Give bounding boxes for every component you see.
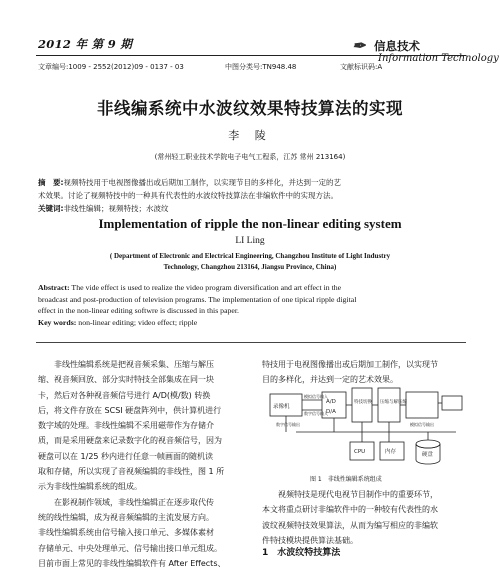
body-line: 硬盘可以在 1/25 秒内进行任意一帧画面的随机读	[38, 451, 214, 461]
codec-block	[378, 388, 400, 422]
body-right-column-top	[262, 357, 472, 388]
body-line: 本文将重点研讨非编软件中的一种较有代表性的水	[262, 505, 438, 515]
keywords-cn-label: 关键词:	[38, 204, 64, 213]
cpu-label: CPU	[354, 449, 366, 455]
fx-label: 特技切换	[354, 400, 372, 405]
brand-en: Information Technology	[378, 53, 499, 64]
memory-label: 内存	[385, 449, 397, 455]
paper-title-cn: 非线编系统中水波纹效果特技算法的实现	[97, 99, 403, 118]
body-line: 存储单元、中央处理单元、信号输出接口单元组成。	[38, 543, 222, 553]
affiliation-en-line1: ( Department of Electronic and Electrical Engineering, Changzhou Institute of Light Industry	[109, 252, 391, 260]
header-rule	[36, 55, 466, 56]
disk-label: 硬盘	[422, 452, 434, 458]
da-label: D/A	[326, 409, 336, 415]
disk-top	[416, 440, 440, 448]
speaker-block	[442, 396, 462, 410]
journal-issue: 2012 年 第 9 期	[38, 37, 133, 51]
abstract-cn	[38, 176, 468, 215]
body-line: 件特技模块提供算法基础。	[262, 535, 358, 545]
keywords-cn: 非线性编辑；视频特技；水波纹	[63, 204, 169, 213]
keywords-en: non-linear editing; video effect; ripple	[76, 317, 198, 327]
abstract-en-line2: broadcast and post-production of television programs. The implementation of one tipical ripple digital	[38, 294, 357, 304]
abstract-en	[38, 282, 464, 328]
journal-logo-icon: ✒	[352, 36, 366, 55]
signal-in-label: 模拟信号输入	[304, 394, 328, 399]
body-line: 目前市面上常见的非线性编辑软件有 After Effects、	[38, 558, 226, 568]
body-line: 数字域的处理。非线性编辑不采用磁带作为存储介	[38, 421, 214, 431]
abstract-en-label: Abstract:	[38, 283, 70, 292]
ad-label: A/D	[326, 399, 336, 405]
keywords-en-label: Key words:	[38, 317, 77, 327]
clc-number: 中图分类号:TN948.48	[225, 63, 297, 71]
body-line: 波纹视频特技效果算法，从而为编写相应的非编软	[262, 520, 438, 530]
author-cn: 李 陵	[228, 129, 272, 142]
body-line: 目的多样化，并达到一定的艺术效果。	[262, 375, 398, 385]
system-composition-diagram	[266, 386, 466, 472]
document-code: 文献标识码:A	[340, 63, 383, 71]
brand-cn: 信息技术	[374, 39, 420, 53]
body-line: 缩、视音频回放、部分实时特技全部集成在同一块	[38, 375, 214, 385]
body-right-column-bottom	[262, 487, 472, 548]
abstract-cn-label: 摘 要:	[38, 178, 64, 187]
abstract-en-line3: effect in the non-linear editing softwre is discussed in this paper.	[38, 306, 240, 315]
digital-in-label: 数字信号输入	[304, 411, 328, 416]
fx-switch-block	[352, 388, 372, 422]
author-en: LI Ling	[235, 236, 265, 246]
monitor-block	[406, 392, 438, 418]
body-line: 非线性编辑系统是把视音频采集、压缩与解压	[38, 360, 214, 369]
figure-caption: 图 1 非线性编辑系统组成	[310, 476, 382, 483]
abstract-cn-line2: 术效果。讨论了视频特技中的一种具有代表性的水波纹特技算法在非编软件中的实现方法。	[38, 191, 338, 200]
paper-title-en: Implementation of ripple the non-linear editing system	[98, 216, 402, 231]
body-line: 视频特技是现代电视节目制作中的重要环节，	[262, 490, 438, 499]
abstract-en-line1: The vide effect is used to realize the video program diversification and art effect in the	[69, 283, 342, 292]
affiliation-en	[0, 251, 500, 273]
recorder-label: 录像机	[273, 404, 290, 410]
article-number: 文章编号:1009 - 2552(2012)09 - 0137 - 03	[38, 63, 184, 71]
body-line: 特技用于电视图像播出或后期加工制作，以实现节	[262, 360, 438, 369]
body-left-column	[38, 357, 254, 571]
body-line: 质，而是采用硬盘来记录数字化的视音频信号，因为	[38, 436, 222, 446]
body-line: 后，将文件存放在 SCSI 硬盘阵列中，供计算机进行	[38, 405, 222, 415]
body-line: 在影视制作领域，非线性编辑正在逐步取代传	[38, 497, 214, 507]
digital-out-label: 数字信号输出	[276, 422, 300, 427]
codec-label: 压缩与解压缩	[380, 400, 407, 405]
body-line: 非线性编辑系统由信号输入接口单元、多媒体素材	[38, 528, 214, 538]
body-line: 取和存储，所以实现了音视频编辑的非线性，图 1 所	[38, 467, 225, 477]
affiliation-cn: (常州轻工职业技术学院电子电气工程系，江苏 常州 213164)	[154, 153, 346, 161]
body-line: 卡，然后对各种视音频信号进行 A/D(模/数) 转换	[38, 390, 211, 400]
abstract-divider	[36, 342, 466, 343]
signal-out-label: 模拟信号输出	[410, 422, 434, 427]
abstract-cn-line1: 视频特技用于电视图像播出或后期加工制作，以实现节目的多样化，并达到一定的艺	[63, 178, 341, 187]
affiliation-en-line2: Technology, Changzhou 213164, Jiangsu Province, China)	[163, 263, 337, 271]
section-heading: 1 水波纹特技算法	[262, 548, 341, 558]
body-line: 统的线性编辑，成为视音频编辑的主流发展方向。	[38, 512, 214, 522]
body-line: 示为非线性编辑系统的组成。	[38, 482, 142, 492]
